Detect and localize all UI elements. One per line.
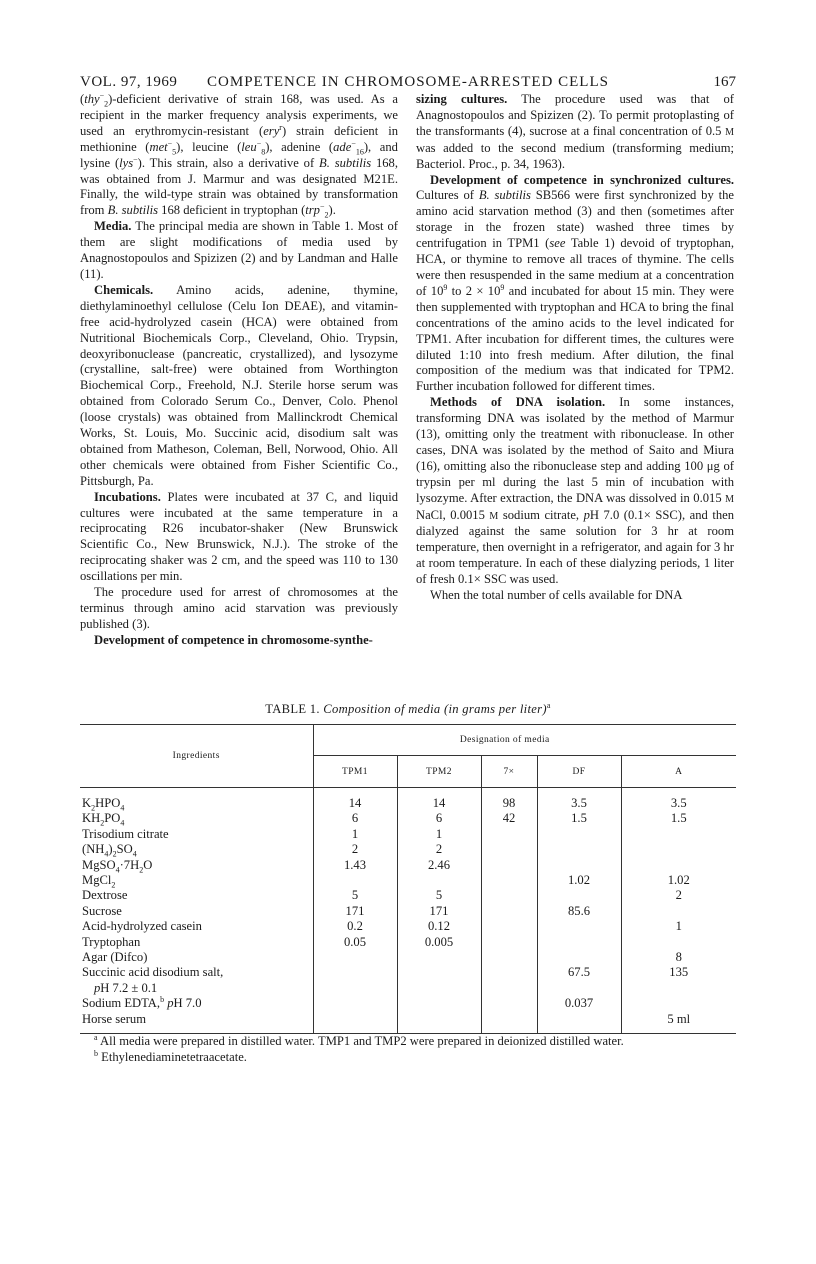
strain-paragraph: (thy−$_2$)-deficient derivative of strain 168, was used. As a recipient in the marker frequency analysis experiments, we used an erythromycin-resistant (ery$^r$) strain deficient in methionine (met−$_5$), leucine (leu−$_8$), adenine (ade−$_{16}$), and lysine (lys−). This strain, also a derivative of B. subtilis 168, was obtained from J. Marmur and was designated M21E. Finally, the wild-type strain was obtained by transformation from B. subtilis 168 deficient in tryptophan (trp−$_2$). [80, 90, 399, 220]
col-header-7x: 7× [481, 756, 537, 788]
table-cell: 1 [313, 827, 397, 842]
table-cell [481, 996, 537, 1011]
table-cell [537, 888, 621, 903]
table-cell: 0.2 [313, 919, 397, 934]
table-row [80, 788, 736, 812]
table-cell: 6 [313, 811, 397, 826]
table-cell: 8 [621, 950, 736, 965]
media-table [80, 724, 736, 1034]
col-header-df: DF [537, 756, 621, 788]
table-row [80, 811, 736, 826]
table-cell [537, 827, 621, 842]
table-cell [397, 950, 481, 965]
chemicals-paragraph: Chemicals. Amino acids, adenine, thymine, diethylaminoethyl cellulose (Celu Ion DEAE), and vitamin-free acid-hydrolyzed casein (HCA) were obtained from Nutritional Biochemicals Corp., Cleveland, Ohio. Trypsin, deoxyribonuclease (pancreatic, crystallized), and lysozyme (crystalline, salt-free) were obtained from Worthington Biochemical Corp., Freehold, N.J. Sterile horse serum was obtained from Colorado Serum Co., Denver, Colo. Phenol (loose crystals) was obtained from Mallinckrodt Chemical Works, St. Louis, Mo. Succinic acid, disodium salt was obtained from Matheson, Coleman, Bell, Norwood, Ohio. All other chemicals were obtained from Fisher Scientific Co., Pittsburgh, Pa. [80, 282, 398, 488]
table-cell [621, 904, 736, 919]
table-row [80, 827, 736, 842]
ingredient-name: Sodium EDTA,$^b$ pH 7.0 [82, 995, 202, 1011]
table-cell [621, 842, 736, 857]
table-cell [537, 919, 621, 934]
table-cell [537, 935, 621, 950]
table-footnotes [80, 1033, 736, 1065]
ingredient-name: Succinic acid disodium salt, [82, 965, 224, 980]
ingredient-name: Horse serum [82, 1011, 147, 1026]
incubations-paragraph: Incubations. Plates were incubated at 37 C, and liquid cultures were incubated at the same temperature in a reciprocating R26 incubator-shaker (New Brunswick Scientific Co., New Brunswick, N.J.). The stroke of the reciprocating shaker was 2 cm, and the speed was 110 to 130 oscillations per min. [80, 489, 398, 584]
table-cell [313, 1012, 397, 1034]
table-cell: 1 [621, 919, 736, 934]
table-row [80, 981, 736, 996]
development-heading-paragraph: Development of competence in chromosome-synthe- [94, 632, 373, 647]
synthesizing-paragraph: sizing cultures. The procedure used was that of Anagnostopoulos and Spizizen (2). To permit protoplasting of the transformants (4), sucrose at a final concentration of 0.5 M was added to the second medium (transforming medium; Bacteriol. Proc., p. 34, 1963). [416, 92, 734, 171]
table-cell [481, 873, 537, 888]
left-column [80, 92, 398, 649]
table-cell [537, 1012, 621, 1034]
media-heading: Media. [94, 219, 132, 234]
table-cell [481, 1012, 537, 1034]
ingredients-header: Ingredients [80, 725, 313, 788]
synchronized-heading: Development of competence in synchronized cultures. [430, 172, 734, 187]
table-cell [481, 842, 537, 857]
ingredient-name: $(NH_4)_2SO_4$ [82, 842, 137, 859]
table-cell: 2 [397, 842, 481, 857]
table-cell: 85.6 [537, 904, 621, 919]
table-cell [481, 919, 537, 934]
table-cell [397, 1012, 481, 1034]
table-cell [621, 935, 736, 950]
table-row [80, 935, 736, 950]
table-row [80, 919, 736, 934]
ingredient-name: $MgSO_4\cdot 7H_2O$ [82, 857, 153, 875]
table-cell [537, 858, 621, 873]
ingredient-name: MgCl$_2$ [82, 873, 116, 890]
ingredient-name: Dextrose [82, 888, 128, 903]
table-cell: 171 [313, 904, 397, 919]
table-cell [397, 996, 481, 1011]
table-cell [537, 842, 621, 857]
col-header-a: A [621, 756, 736, 788]
table-cell: 3.5 [621, 788, 736, 812]
table-cell [313, 981, 397, 996]
col-header-tpm1: TPM1 [313, 756, 397, 788]
table-cell: 0.12 [397, 919, 481, 934]
table-cell: 42 [481, 811, 537, 826]
table-row [80, 1012, 736, 1034]
footnote-a: $^a$ All media were prepared in distilled water. TMP1 and TMP2 were prepared in deionized distilled water. [94, 1032, 624, 1048]
table-cell: 14 [313, 788, 397, 812]
table-row [80, 904, 736, 919]
ingredient-name: $KH_2PO_4$ [82, 811, 125, 828]
table-row [80, 950, 736, 965]
table-cell: 0.005 [397, 935, 481, 950]
table-cell [621, 981, 736, 996]
table-cell: 1.43 [313, 858, 397, 873]
table-cell [537, 950, 621, 965]
table-cell: 1.5 [537, 811, 621, 826]
chemicals-heading: Chemicals. [94, 282, 154, 297]
ingredient-name: Acid-hydrolyzed casein [82, 919, 202, 934]
table-cell: 171 [397, 904, 481, 919]
ingredient-name: pH 7.2 ± 0.1 [94, 980, 158, 995]
ingredient-name: Tryptophan [82, 934, 141, 949]
table-cell [397, 981, 481, 996]
table-cell [313, 996, 397, 1011]
table-cell: 135 [621, 965, 736, 980]
table-cell [481, 981, 537, 996]
table-cell: 0.037 [537, 996, 621, 1011]
table-cell: 6 [397, 811, 481, 826]
table-cell [313, 965, 397, 980]
table-cell [621, 996, 736, 1011]
volume-label: VOL. 97, 1969 [80, 74, 178, 90]
table-cell: 98 [481, 788, 537, 812]
page-number: 167 [713, 74, 736, 90]
table-cell: 2 [313, 842, 397, 857]
ingredient-name: Sucrose [82, 903, 122, 918]
table-cell: 14 [397, 788, 481, 812]
footnote-b: $^b$ Ethylenediaminetetraacetate. [94, 1048, 247, 1064]
table-cell [313, 873, 397, 888]
table-cell: 1 [397, 827, 481, 842]
table-cell [397, 873, 481, 888]
ingredient-name: $K_2HPO_4$ [82, 796, 125, 813]
dna-isolation-heading: Methods of DNA isolation. [430, 395, 606, 410]
ingredient-name: Trisodium citrate [82, 826, 169, 841]
table-cell [537, 981, 621, 996]
table-cell [621, 827, 736, 842]
designation-header: Designation of media [313, 725, 736, 756]
incubations-heading: Incubations. [94, 489, 161, 504]
running-title: COMPETENCE IN CHROMOSOME-ARRESTED CELLS [207, 74, 609, 90]
cells-paragraph: When the total number of cells available for DNA [430, 588, 683, 603]
table-cell: 1.5 [621, 811, 736, 826]
media-paragraph: Media. The principal media are shown in Table 1. Most of them are slight modifications of media used by Anagnostopoulos and Spizizen (2) and by Landman and Halle (11). [80, 219, 398, 281]
table-cell: 3.5 [537, 788, 621, 812]
table-cell: 2.46 [397, 858, 481, 873]
table-cell: 5 [397, 888, 481, 903]
col-header-tpm2: TPM2 [397, 756, 481, 788]
table-cell: 1.02 [537, 873, 621, 888]
synchronized-paragraph: Development of competence in synchronized cultures. Cultures of B. subtilis SB566 were first synchronized by the amino acid starvation method (3) and then (sometimes after storage in the frozen state) washed three times by centrifugation in TPM1 (see Table 1) devoid of tryptophan, HCA, or thymine to remove all traces of thymine. The cells were then resuspended in the same medium at a concentration of $10^9$ to $2 \times 10^9$ and incubated for about 15 min. They were then supplemented with tryptophan and HCA to bring the final concentrations of the amino acids to the level indicated for TPM1. After incubation for different times, the cultures were diluted 1:10 into fresh medium. After dilution, the final composition of the medium was that indicated for TPM2. Further incubation followed for different times. [416, 172, 734, 394]
table-row [80, 965, 736, 980]
table-cell: 2 [621, 888, 736, 903]
table-cell: 67.5 [537, 965, 621, 980]
right-column [416, 92, 734, 604]
table-cell [481, 827, 537, 842]
table-row [80, 873, 736, 888]
table-row [80, 996, 736, 1011]
table-cell [481, 858, 537, 873]
table-cell [397, 965, 481, 980]
table-row [80, 888, 736, 903]
arrest-paragraph: The procedure used for arrest of chromosomes at the terminus through amino acid starvation was previously published (3). [80, 585, 398, 631]
dna-isolation-paragraph: Methods of DNA isolation. In some instances, transforming DNA was isolated by the method of Marmur (13), omitting only the treatment with ribonuclease. In other cases, DNA was isolated by the method of Saito and Miura (16), omitting also the ribonuclease step and adding 100 μg of trypsin per ml during the last 5 min of incubation with lysozyme. After extraction, the DNA was dissolved in 0.015 M NaCl, 0.0015 M sodium citrate, pH 7.0 (0.1× SSC), and then dialyzed against the same solution for 3 hr at room temperature, then overnight in a refrigerator, and again for 3 hr at room temperature. In each of these dialyzing periods, 1 liter of fresh 0.1× SSC was used. [416, 395, 734, 587]
table-caption: TABLE 1. Composition of media (in grams per liter)$^a$ [265, 700, 551, 716]
table-cell: 0.05 [313, 935, 397, 950]
table-cell [313, 950, 397, 965]
table-cell: 1.02 [621, 873, 736, 888]
table-cell: 5 [313, 888, 397, 903]
table-cell [481, 904, 537, 919]
ingredient-name: Agar (Difco) [82, 950, 148, 965]
table-cell [621, 858, 736, 873]
table-cell [481, 950, 537, 965]
table-row [80, 858, 736, 873]
table-cell: 5 ml [621, 1012, 736, 1034]
table-cell [481, 888, 537, 903]
table-cell [481, 935, 537, 950]
table-cell [481, 965, 537, 980]
table-row [80, 842, 736, 857]
